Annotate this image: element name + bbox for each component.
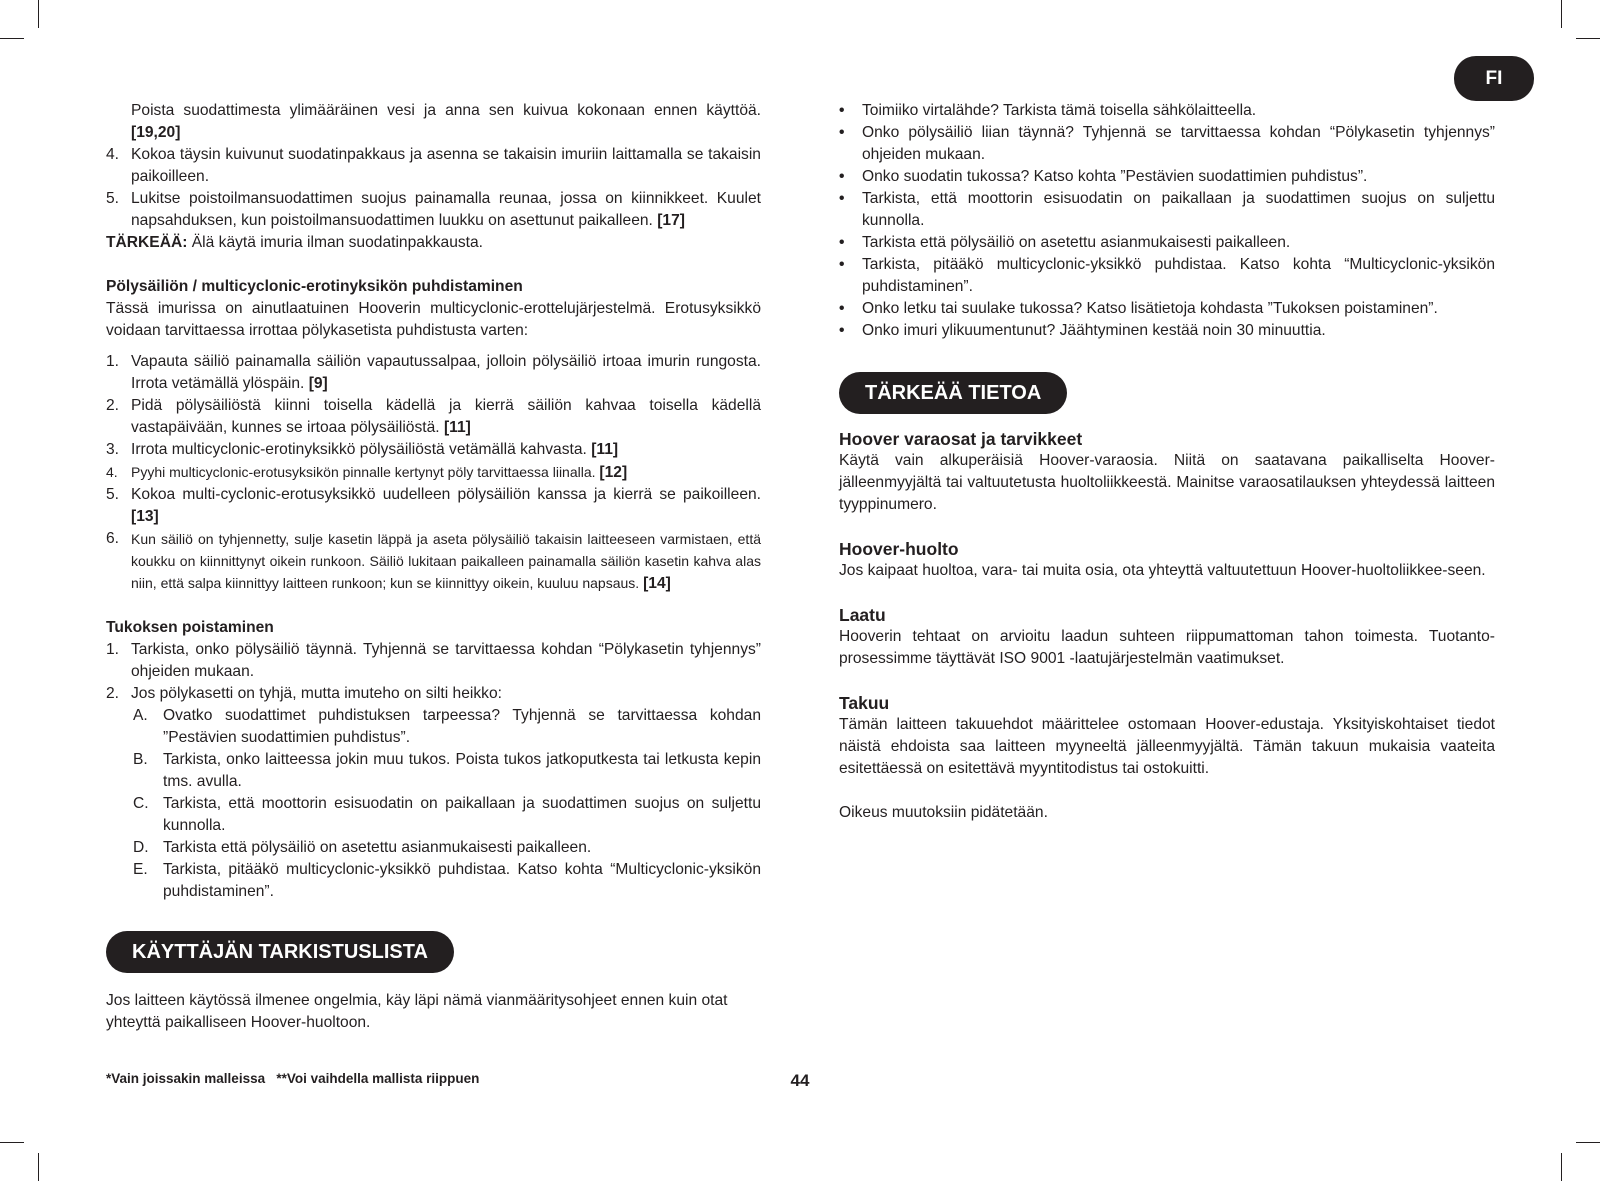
footnote-text: *Vain joissakin malleissa **Voi vaihdella mallista riippuen [106, 1071, 480, 1086]
list-item [106, 484, 761, 528]
bullet-icon: • [839, 124, 845, 141]
bullet-text: Tarkista että pölysäiliö on asetettu asianmukaisesti paikalleen. [862, 234, 1291, 251]
sub-list-item [106, 749, 761, 793]
bullet-icon: • [839, 256, 845, 273]
info-title: TÄRKEÄÄ TIETOA [839, 372, 1067, 414]
important-text: Älä käytä imuria ilman suodatinpakkausta. [191, 234, 484, 251]
language-tab: FI [1454, 56, 1534, 101]
crop-mark [38, 0, 39, 28]
list-text: Pidä pölysäiliöstä kiinni toisella kädellä ja kierrä säiliön kahvaa toisella kädellä vastapäivään, kunnes se irtoaa pölysäiliöstä. [131, 397, 761, 436]
list-number: 6. [106, 530, 120, 547]
bullet-icon: • [839, 322, 845, 339]
bullet-text: Onko pölysäiliö liian täynnä? Tyhjennä se tarvittaessa kohdan “Pölykasetin tyhjennys” ohjeiden mukaan. [862, 124, 1495, 163]
list-text: Tarkista, onko pölysäiliö täynnä. Tyhjennä se tarvittaessa kohdan “Pölykasetin tyhjennys” ohjeiden mukaan. [131, 641, 761, 680]
bullet-text: Onko imuri ylikuumentunut? Jäähtyminen kestää noin 30 minuuttia. [862, 322, 1326, 339]
bullet-item [839, 100, 1495, 122]
bullet-item [839, 254, 1495, 298]
list-text: Tarkista, että moottorin esisuodatin on paikallaan ja suodattimen suojus on suljettu kunnolla. [163, 795, 761, 834]
important-label: TÄRKEÄÄ: [106, 234, 188, 251]
sub-list-item [106, 705, 761, 749]
paragraph: Jos kaipaat huoltoa, vara- tai muita osia, ota yhteyttä valtuutettuun Hoover-huoltoliikkee-seen. [839, 562, 1486, 579]
list-text: Jos pölykasetti on tyhjä, mutta imuteho on silti heikko: [131, 685, 502, 702]
list-item [106, 395, 761, 439]
list-item [106, 683, 761, 705]
paragraph: Hooverin tehtaat on arvioitu laadun suhteen riippumattoman tahon toimesta. Tuotanto-prosessimme täyttävät ISO 9001 -laatujärjestelmän vaatimukset. [839, 628, 1495, 667]
list-item [106, 188, 761, 232]
list-text: Pyyhi multicyclonic-erotusyksikön pinnalle kertynyt pöly tarvittaessa liinalla. [131, 464, 596, 480]
sub-list-item [106, 859, 761, 903]
list-text: Kokoa multi-cyclonic-erotusyksikkö uudelleen pölysäiliön kanssa ja kierrä se paikoilleen. [131, 486, 761, 503]
bullet-text: Tarkista, pitääkö multicyclonic-yksikkö puhdistaa. Katso kohta “Multicyclonic-yksikön puhdistaminen”. [862, 256, 1495, 295]
list-number: 3. [106, 441, 120, 458]
list-item [106, 100, 761, 144]
section-heading: Pölysäiliön / multicyclonic-erotinyksikön puhdistaminen [106, 278, 523, 295]
bullet-icon: • [839, 102, 845, 119]
crop-mark [1561, 1153, 1562, 1181]
list-text: Kokoa täysin kuivunut suodatinpakkaus ja asenna se takaisin imuriin laittamalla se takaisin paikoilleen. [131, 146, 761, 185]
list-number: 2. [106, 685, 120, 702]
bullet-item [839, 166, 1495, 188]
crop-mark [38, 1153, 39, 1181]
list-number: 5. [106, 190, 120, 207]
checklist-title: KÄYTTÄJÄN TARKISTUSLISTA [106, 931, 454, 973]
list-text: Tarkista, pitääkö multicyclonic-yksikkö puhdistaa. Katso kohta “Multicyclonic-yksikön puhdistaminen”. [163, 861, 761, 900]
bullet-icon: • [839, 234, 845, 251]
figure-ref: [12] [599, 464, 628, 481]
bullet-item [839, 232, 1495, 254]
list-text: Lukitse poistoilmansuodattimen suojus painamalla reunaa, jossa on kiinnikkeet. Kuulet napsahduksen, kun poistoilmansuodattimen luukku on asettunut paikalleen. [131, 190, 761, 229]
right-column [839, 100, 1495, 824]
list-text: Irrota multicyclonic-erotinyksikkö pölysäiliöstä vetämällä kahvasta. [131, 441, 587, 458]
crop-mark [0, 1142, 24, 1143]
bullet-item [839, 188, 1495, 232]
figure-ref: [11] [591, 441, 619, 458]
list-letter: C. [133, 795, 149, 812]
list-letter: E. [133, 861, 148, 878]
bullet-item [839, 122, 1495, 166]
paragraph: Tässä imurissa on ainutlaatuinen Hooverin multicyclonic-erottelujärjestelmä. Erotusyksikkö voidaan tarvittaessa irrottaa pölykasetista puhdistusta varten: [106, 300, 761, 339]
list-text: Tarkista, onko laitteessa jokin muu tukos. Poista tukos jatkoputkesta tai letkusta kepin tms. avulla. [163, 751, 761, 790]
sub-list-item [106, 837, 761, 859]
sub-list-item [106, 793, 761, 837]
section-heading: Hoover-huolto [839, 539, 959, 559]
list-text: Kun säiliö on tyhjennetty, sulje kasetin läppä ja aseta pölysäiliö takaisin laitteeseen varmistaen, että koukku on kiinnittynyt oikein runkoon. Säiliö lukitaan paikalleen painamalla säiliön kasetin kahva alas niin, että salpa kiinnittyy laitteen runkoon; kun se kiinnittyy oikein, kuuluu napsaus. [131, 531, 761, 591]
paragraph: Käytä vain alkuperäisiä Hoover-varaosia. Niitä on saatavana paikalliselta Hoover-jälleenmyyjältä tai valtuutetusta huoltoliikkeestä. Mainitse varaosatilauksen yhteydessä laitteen tyyppinumero. [839, 452, 1495, 513]
figure-ref: [13] [131, 508, 159, 525]
bullet-text: Onko letku tai suulake tukossa? Katso lisätietoja kohdasta ”Tukoksen poistaminen”. [862, 300, 1438, 317]
list-letter: A. [133, 707, 148, 724]
paragraph: Tämän laitteen takuuehdot määrittelee ostomaan Hoover-edustaja. Yksityiskohtaiset tiedot näistä ehdoista saa laitteen myyneeltä jälleenmyyjältä. Tämän takuun mukaisia vaateita esitettäessä on esitettävä myyntitodistus tai ostokuitti. [839, 716, 1495, 777]
list-item [106, 639, 761, 683]
list-number: 1. [106, 353, 120, 370]
list-item [106, 528, 761, 595]
figure-ref: [19,20] [131, 124, 181, 141]
paragraph: Jos laitteen käytössä ilmenee ongelmia, käy läpi nämä vianmääritysohjeet ennen kuin otat yhteyttä paikalliseen Hoover-huoltoon. [106, 992, 728, 1031]
section-heading: Tukoksen poistaminen [106, 619, 274, 636]
intro-text: Poista suodattimesta ylimääräinen vesi ja anna sen kuivua kokonaan ennen käyttöä. [131, 102, 761, 119]
list-item [106, 351, 761, 395]
bullet-icon: • [839, 190, 845, 207]
figure-ref: [17] [657, 212, 685, 229]
list-item [106, 144, 761, 188]
footnote [106, 1071, 479, 1086]
bullet-text: Onko suodatin tukossa? Katso kohta ”Pestävien suodattimien puhdistus”. [862, 168, 1368, 185]
list-number: 2. [106, 397, 120, 414]
figure-ref: [14] [643, 575, 671, 592]
list-item [106, 461, 761, 484]
section-heading: Laatu [839, 605, 886, 625]
figure-ref: [11] [443, 419, 471, 436]
crop-mark [1576, 38, 1600, 39]
bullet-text: Tarkista, että moottorin esisuodatin on paikallaan ja suodattimen suojus on suljettu kunnolla. [862, 190, 1495, 229]
list-letter: D. [133, 839, 149, 856]
bullet-icon: • [839, 300, 845, 317]
page-number: 44 [790, 1071, 810, 1090]
list-letter: B. [133, 751, 148, 768]
crop-mark [1576, 1142, 1600, 1143]
bullet-item [839, 298, 1495, 320]
crop-mark [1561, 0, 1562, 28]
figure-ref: [9] [308, 375, 328, 392]
list-text: Tarkista että pölysäiliö on asetettu asianmukaisesti paikalleen. [163, 839, 592, 856]
list-text: Ovatko suodattimet puhdistuksen tarpeessa? Tyhjennä se tarvittaessa kohdan ”Pestävien suodattimien puhdistus”. [163, 707, 761, 746]
section-heading: Takuu [839, 693, 890, 713]
list-number: 1. [106, 641, 120, 658]
section-heading: Hoover varaosat ja tarvikkeet [839, 429, 1083, 449]
list-number: 4. [106, 146, 120, 163]
important-note [106, 232, 761, 254]
list-text: Vapauta säiliö painamalla säiliön vapautussalpaa, jolloin pölysäiliö irtoaa imurin rungosta. Irrota vetämällä ylöspäin. [131, 353, 761, 392]
list-number: 5. [106, 486, 120, 503]
bullet-icon: • [839, 168, 845, 185]
left-column [106, 100, 761, 1034]
list-item [106, 439, 761, 461]
bullet-item [839, 320, 1495, 342]
list-number: 4. [106, 464, 118, 480]
rights-notice: Oikeus muutoksiin pidätetään. [839, 804, 1048, 821]
bullet-text: Toimiiko virtalähde? Tarkista tämä toisella sähkölaitteella. [862, 102, 1257, 119]
crop-mark [0, 38, 24, 39]
